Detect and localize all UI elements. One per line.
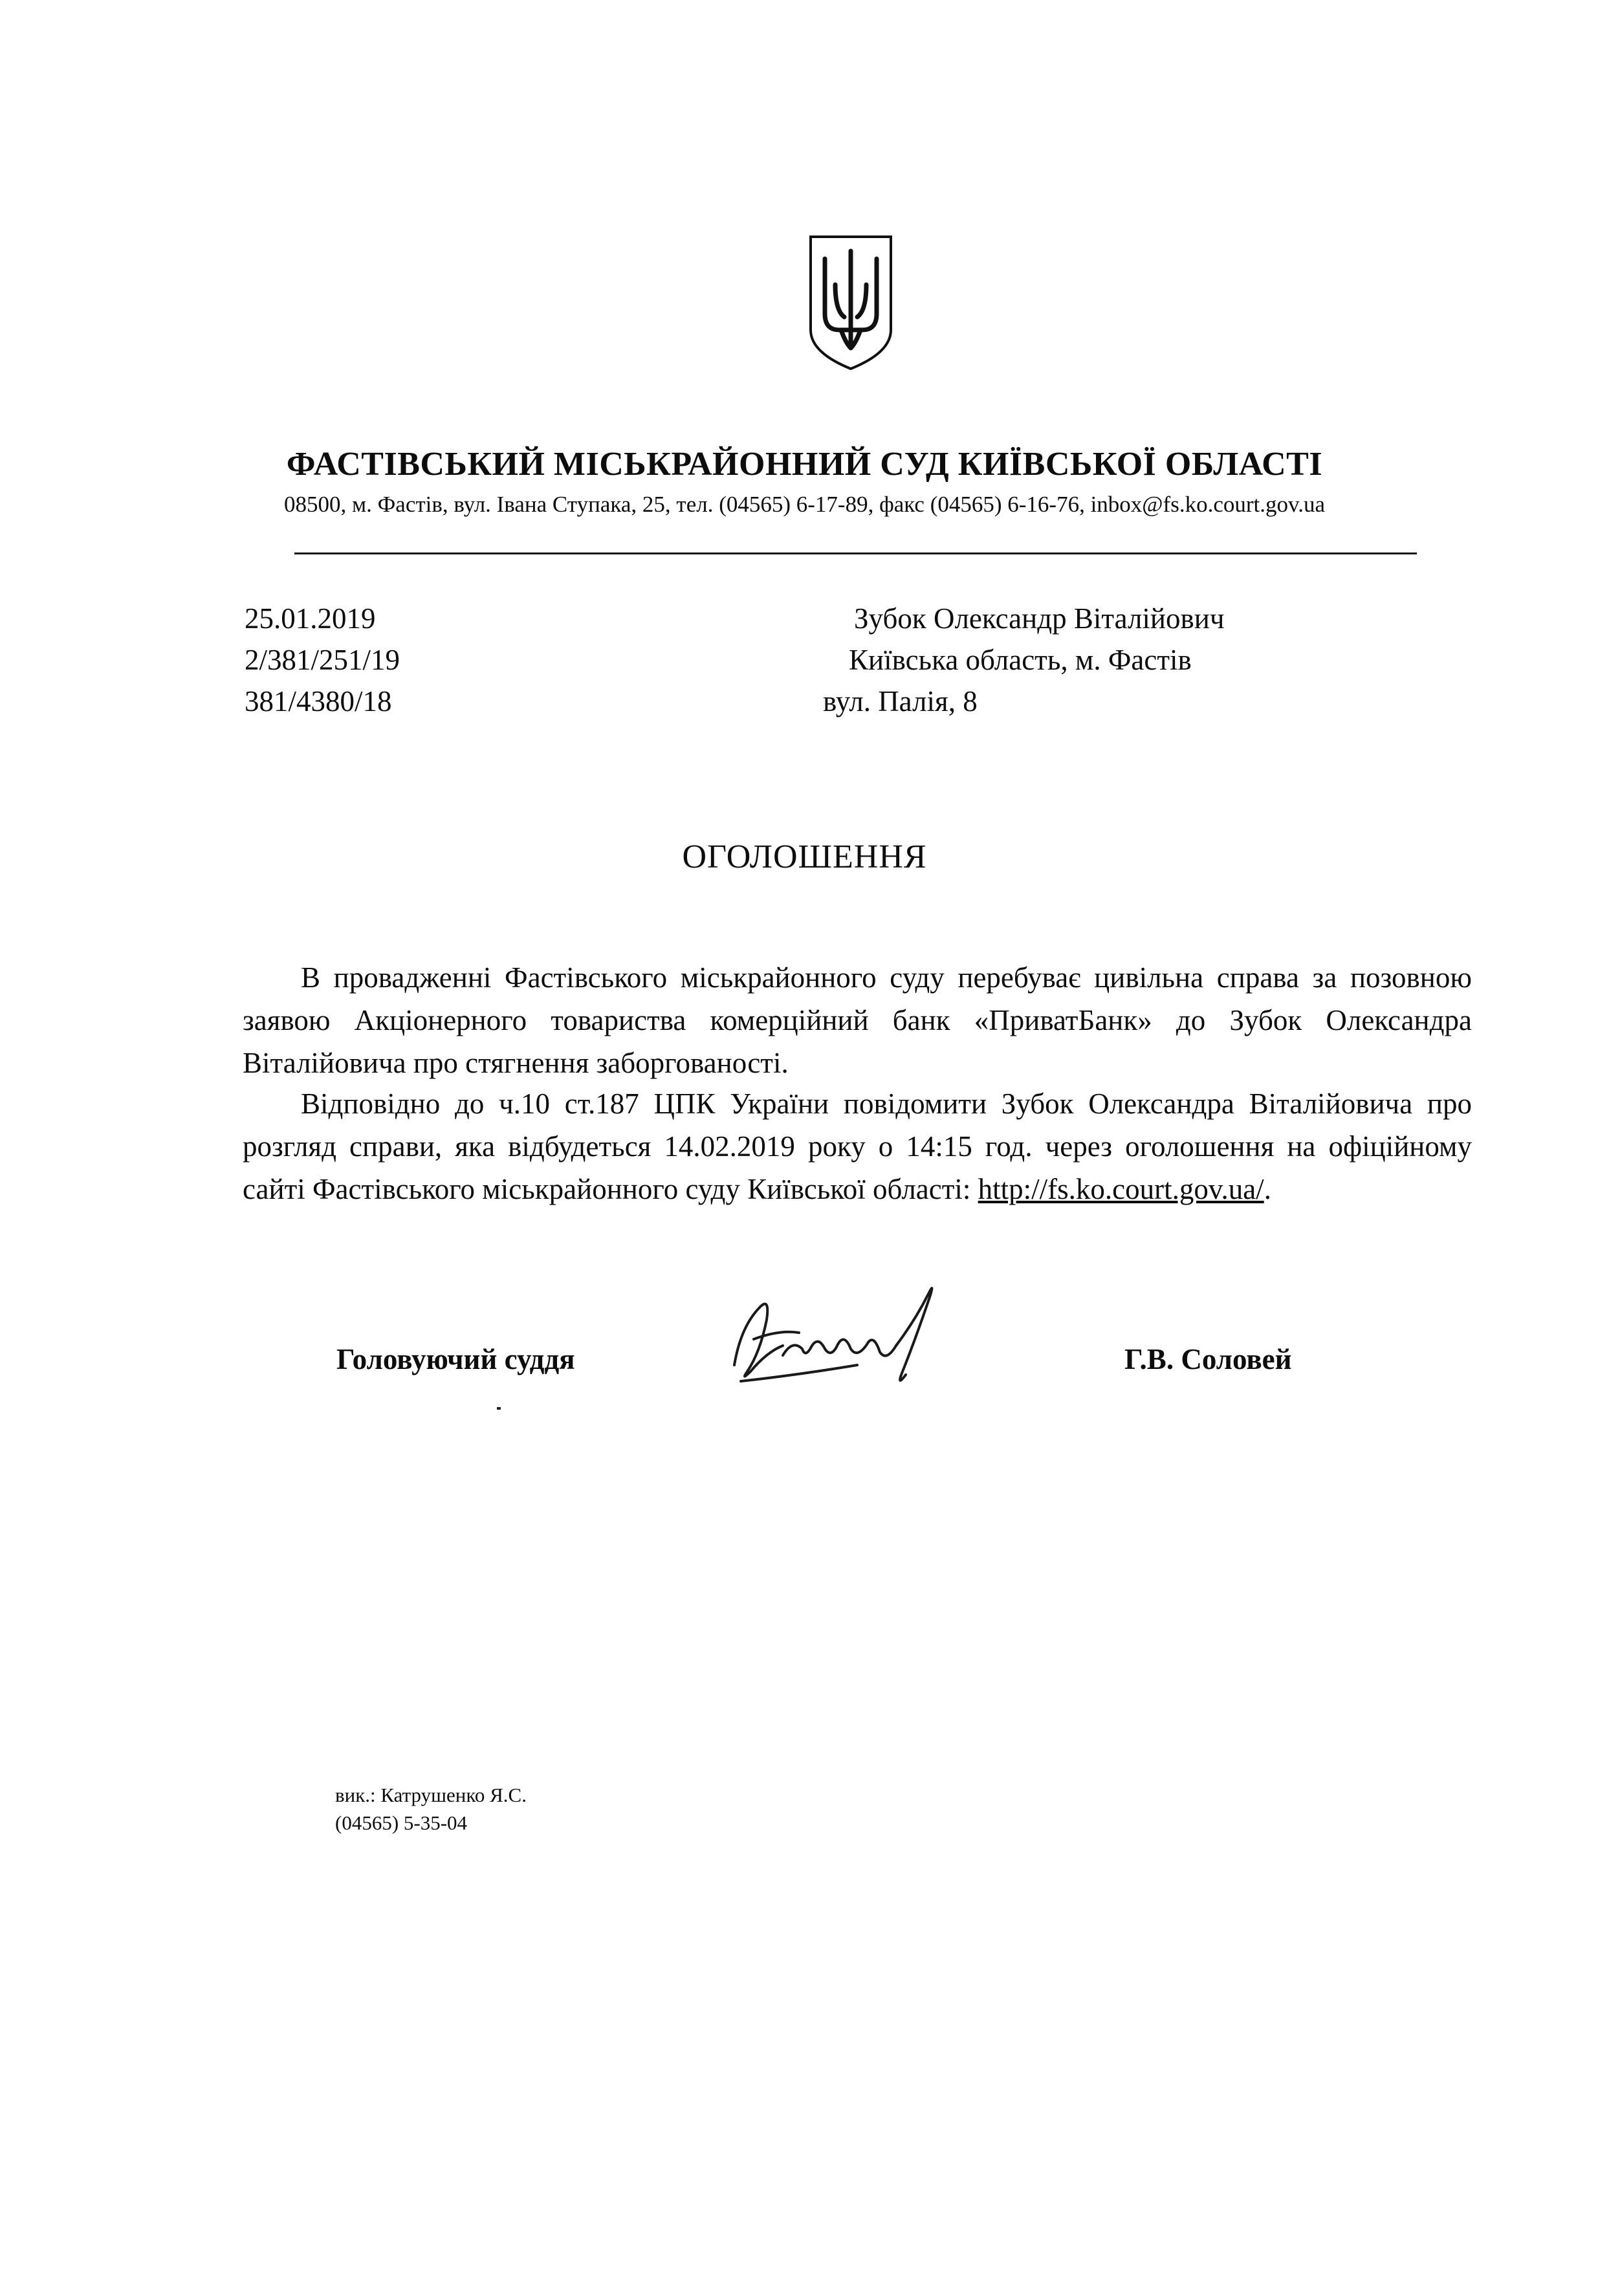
notice-title: ОГОЛОШЕННЯ: [682, 838, 927, 875]
case-number: 381/4380/18: [245, 685, 392, 717]
court-name: ФАСТІВСЬКИЙ МІСЬКРАЙОННИЙ СУД КИЇВСЬКОЇ ОБЛАСТІ: [286, 446, 1323, 483]
outgoing-number: 2/381/251/19: [245, 644, 400, 676]
handwritten-signature: [721, 1268, 967, 1397]
header-divider: [294, 552, 1417, 554]
notice-paragraph-2: [243, 1082, 1472, 1210]
recipient-city: Київська область, м. Фастів: [849, 644, 1192, 676]
recipient-street: вул. Палія, 8: [823, 685, 978, 717]
ink-mark: [497, 1407, 501, 1410]
court-website-link[interactable]: http://fs.ko.court.gov.ua/: [978, 1173, 1264, 1205]
executor-name: вик.: Катрушенко Я.С.: [335, 1784, 527, 1806]
notice-paragraph-2-text: Відповідно до ч.10 ст.187 ЦПК України повідомити Зубок Олександра Віталійовича про розгляд справи, яка відбудеться 14.02.2019 року о 14:15 год. через оголошення на офіційному сайті Фастівського міськрайонного суду Київської області:: [243, 1088, 1472, 1205]
presiding-judge-label: Головуючий суддя: [336, 1343, 575, 1375]
notice-paragraph-2-end: .: [1264, 1173, 1271, 1205]
recipient-name: Зубок Олександр Віталійович: [854, 602, 1225, 635]
document-date: 25.01.2019: [245, 602, 376, 635]
judge-name: Г.В. Соловей: [1124, 1343, 1292, 1375]
coat-of-arms-icon: [805, 233, 896, 372]
notice-paragraph-1: В провадженні Фастівського міськрайонного суду перебуває цивільна справа за позовною заявою Акціонерного товариства комерційний банк «ПриватБанк» до Зубок Олександра Віталійовича про стягнення заборгованості.: [243, 961, 1472, 1079]
executor-phone: (04565) 5-35-04: [335, 1811, 468, 1834]
court-address: 08500, м. Фастів, вул. Івана Ступака, 25, тел. (04565) 6-17-89, факс (04565) 6-16-76, inbox@fs.ko.court.gov.ua: [283, 492, 1325, 517]
